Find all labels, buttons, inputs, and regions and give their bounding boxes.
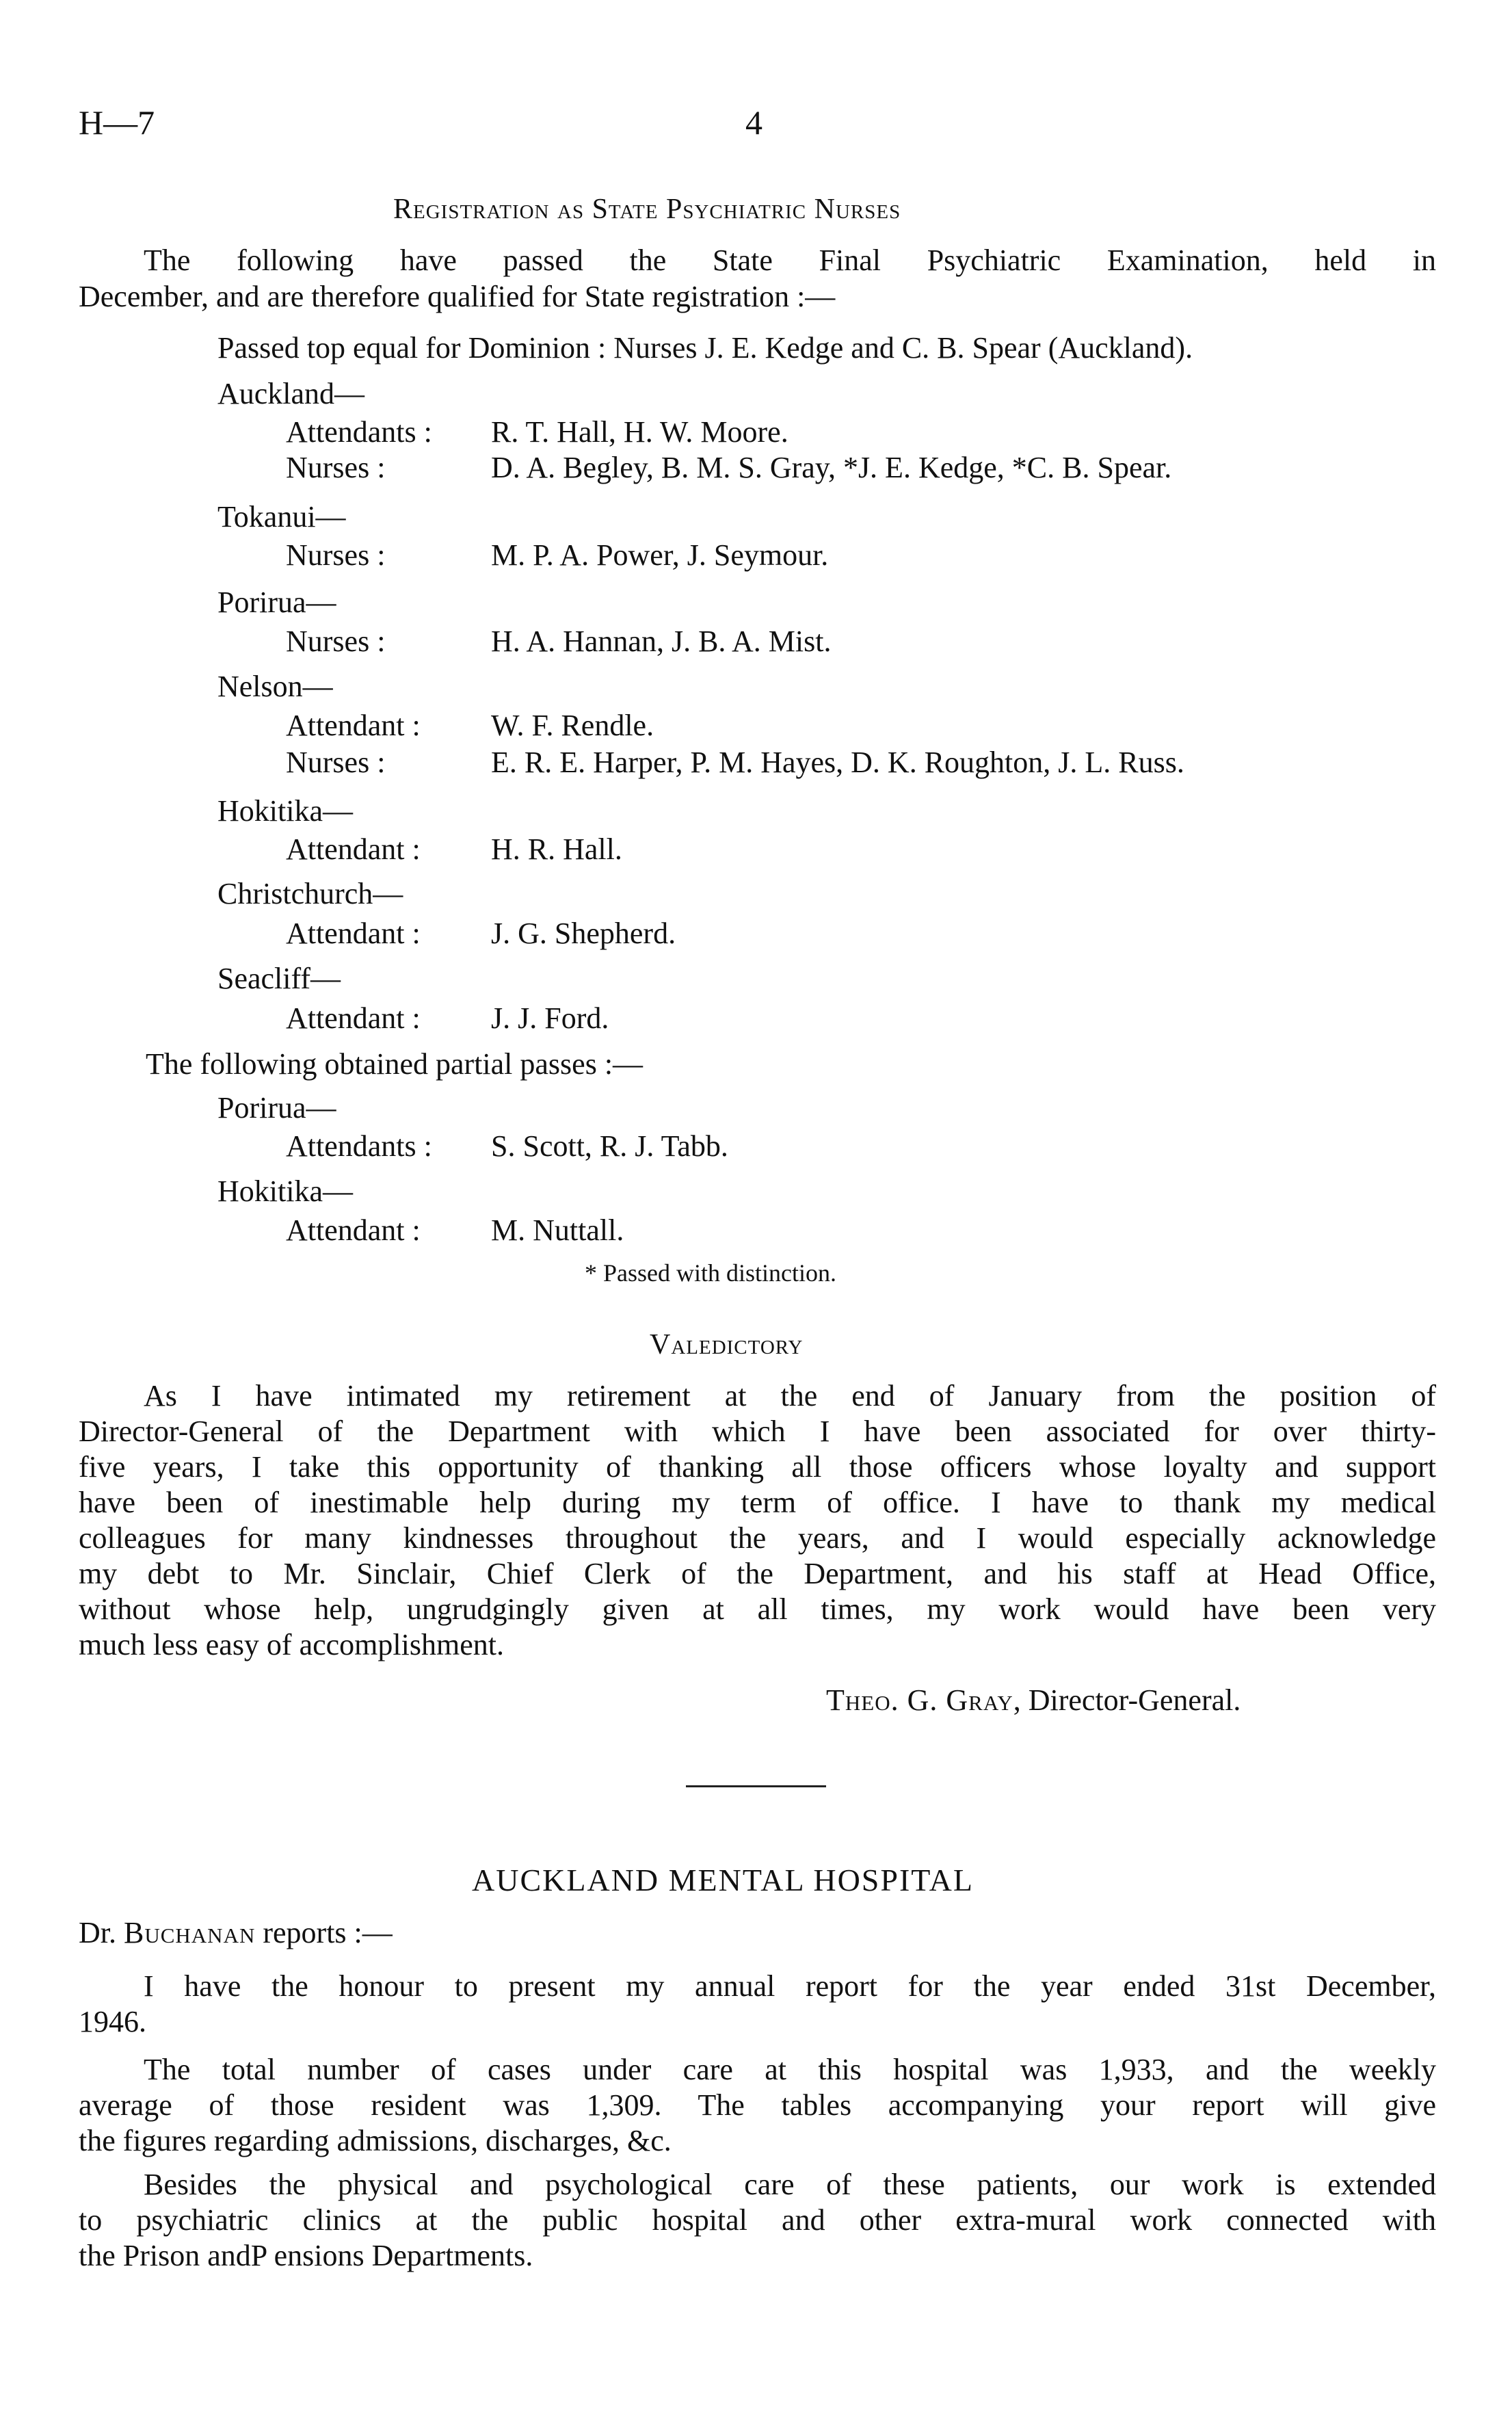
registration-intro-line1: The following have passed the State Final Psychiatric Examination, held in bbox=[144, 244, 1436, 277]
result-names: R. T. Hall, H. W. Moore. bbox=[491, 415, 788, 449]
result-row bbox=[286, 745, 1184, 780]
result-names: H. R. Hall. bbox=[491, 832, 622, 866]
result-row bbox=[286, 450, 1171, 486]
result-label: Attendant : bbox=[286, 709, 421, 742]
result-names: J. G. Shepherd. bbox=[491, 917, 676, 950]
place-porirua: Porirua— bbox=[217, 586, 336, 619]
reporter-suffix: reports :— bbox=[263, 1916, 393, 1949]
reporter-name: Buchanan bbox=[124, 1916, 256, 1949]
report-para3-last: the Prison andP ensions Departments. bbox=[79, 2239, 533, 2272]
place-seacliff: Seacliff— bbox=[217, 962, 341, 995]
result-row bbox=[286, 624, 831, 659]
result-names: H. A. Hannan, J. B. A. Mist. bbox=[491, 625, 832, 658]
result-names: M. P. A. Power, J. Seymour. bbox=[491, 538, 829, 572]
partial-passes-intro: The following obtained partial passes :— bbox=[146, 1047, 644, 1081]
valedictory-line: without whose help, ungrudgingly given at all times, my work would have been very bbox=[79, 1592, 1436, 1626]
result-names: J. J. Ford. bbox=[491, 1001, 609, 1035]
section-heading-registration: Registration as State Psychiatric Nurses bbox=[393, 194, 901, 225]
result-label: Nurses : bbox=[286, 746, 386, 779]
result-label: Attendant : bbox=[286, 832, 421, 866]
footnote-distinction: * Passed with distinction. bbox=[585, 1259, 836, 1287]
result-row bbox=[286, 916, 676, 951]
signature-title: , Director-General. bbox=[1013, 1683, 1241, 1717]
signature bbox=[826, 1683, 1241, 1718]
valedictory-line: Director-General of the Department with which I have been associated for over thirty- bbox=[79, 1415, 1436, 1448]
valedictory-line: five years, I take this opportunity of thanking all those officers whose loyalty and support bbox=[79, 1450, 1436, 1484]
report-para1-last: 1946. bbox=[79, 2005, 146, 2038]
result-row bbox=[286, 1213, 624, 1248]
result-names: S. Scott, R. J. Tabb. bbox=[491, 1129, 728, 1163]
section-heading-valedictory: Valedictory bbox=[650, 1329, 804, 1361]
result-row bbox=[286, 415, 788, 450]
result-row bbox=[286, 708, 654, 744]
section-heading-auckland: AUCKLAND MENTAL HOSPITAL bbox=[472, 1863, 974, 1897]
top-equal-line: Passed top equal for Dominion : Nurses J. E. Kedge and C. B. Spear (Auckland). bbox=[217, 331, 1193, 365]
result-row bbox=[286, 538, 828, 573]
report-para1-line: I have the honour to present my annual report for the year ended 31st December, bbox=[144, 1969, 1436, 2003]
reporter-prefix: Dr. bbox=[79, 1916, 116, 1949]
result-label: Nurses : bbox=[286, 538, 386, 572]
valedictory-last-line: much less easy of accomplishment. bbox=[79, 1628, 504, 1661]
result-row bbox=[286, 1129, 728, 1164]
valedictory-line: As I have intimated my retirement at the end of January from the position of bbox=[144, 1379, 1436, 1412]
report-para3-line: to psychiatric clinics at the public hospital and other extra-mural work connected with bbox=[79, 2203, 1436, 2237]
result-names: M. Nuttall. bbox=[491, 1213, 624, 1247]
result-label: Attendant : bbox=[286, 1213, 421, 1247]
result-label: Attendant : bbox=[286, 917, 421, 950]
result-label: Attendant : bbox=[286, 1001, 421, 1035]
signature-name: Theo. G. Gray bbox=[826, 1683, 1013, 1717]
place-hokitika-partial: Hokitika— bbox=[217, 1174, 353, 1208]
result-row bbox=[286, 1001, 609, 1036]
valedictory-line: colleagues for many kindnesses throughout the years, and I would especially acknowledge bbox=[79, 1521, 1436, 1555]
section-divider bbox=[686, 1785, 826, 1787]
registration-intro-line2: December, and are therefore qualified for State registration :— bbox=[79, 280, 836, 313]
reporter-line bbox=[79, 1915, 393, 1951]
report-para2-line: average of those resident was 1,309. The tables accompanying your report will give bbox=[79, 2088, 1436, 2122]
valedictory-line: my debt to Mr. Sinclair, Chief Clerk of the Department, and his staff at Head Office, bbox=[79, 1557, 1436, 1590]
page-number: 4 bbox=[745, 103, 762, 142]
place-tokanui: Tokanui— bbox=[217, 500, 346, 534]
result-names: W. F. Rendle. bbox=[491, 709, 654, 742]
report-para3-line: Besides the physical and psychological care of these patients, our work is extended bbox=[144, 2168, 1436, 2201]
result-label: Attendants : bbox=[286, 415, 432, 449]
place-christchurch: Christchurch— bbox=[217, 877, 403, 910]
result-names: E. R. E. Harper, P. M. Hayes, D. K. Roughton, J. L. Russ. bbox=[491, 746, 1184, 779]
result-row bbox=[286, 832, 622, 867]
doc-code: H—7 bbox=[79, 103, 155, 142]
result-label: Nurses : bbox=[286, 625, 386, 658]
report-para2-line: The total number of cases under care at this hospital was 1,933, and the weekly bbox=[144, 2053, 1436, 2086]
valedictory-line: have been of inestimable help during my term of office. I have to thank my medical bbox=[79, 1486, 1436, 1519]
place-hokitika: Hokitika— bbox=[217, 794, 353, 828]
place-auckland: Auckland— bbox=[217, 377, 365, 410]
result-label: Nurses : bbox=[286, 451, 386, 484]
place-nelson: Nelson— bbox=[217, 670, 333, 703]
place-porirua-partial: Porirua— bbox=[217, 1091, 336, 1125]
result-names: D. A. Begley, B. M. S. Gray, *J. E. Kedge, *C. B. Spear. bbox=[491, 451, 1172, 484]
result-label: Attendants : bbox=[286, 1129, 432, 1163]
report-para2-last: the figures regarding admissions, discharges, &c. bbox=[79, 2124, 672, 2157]
